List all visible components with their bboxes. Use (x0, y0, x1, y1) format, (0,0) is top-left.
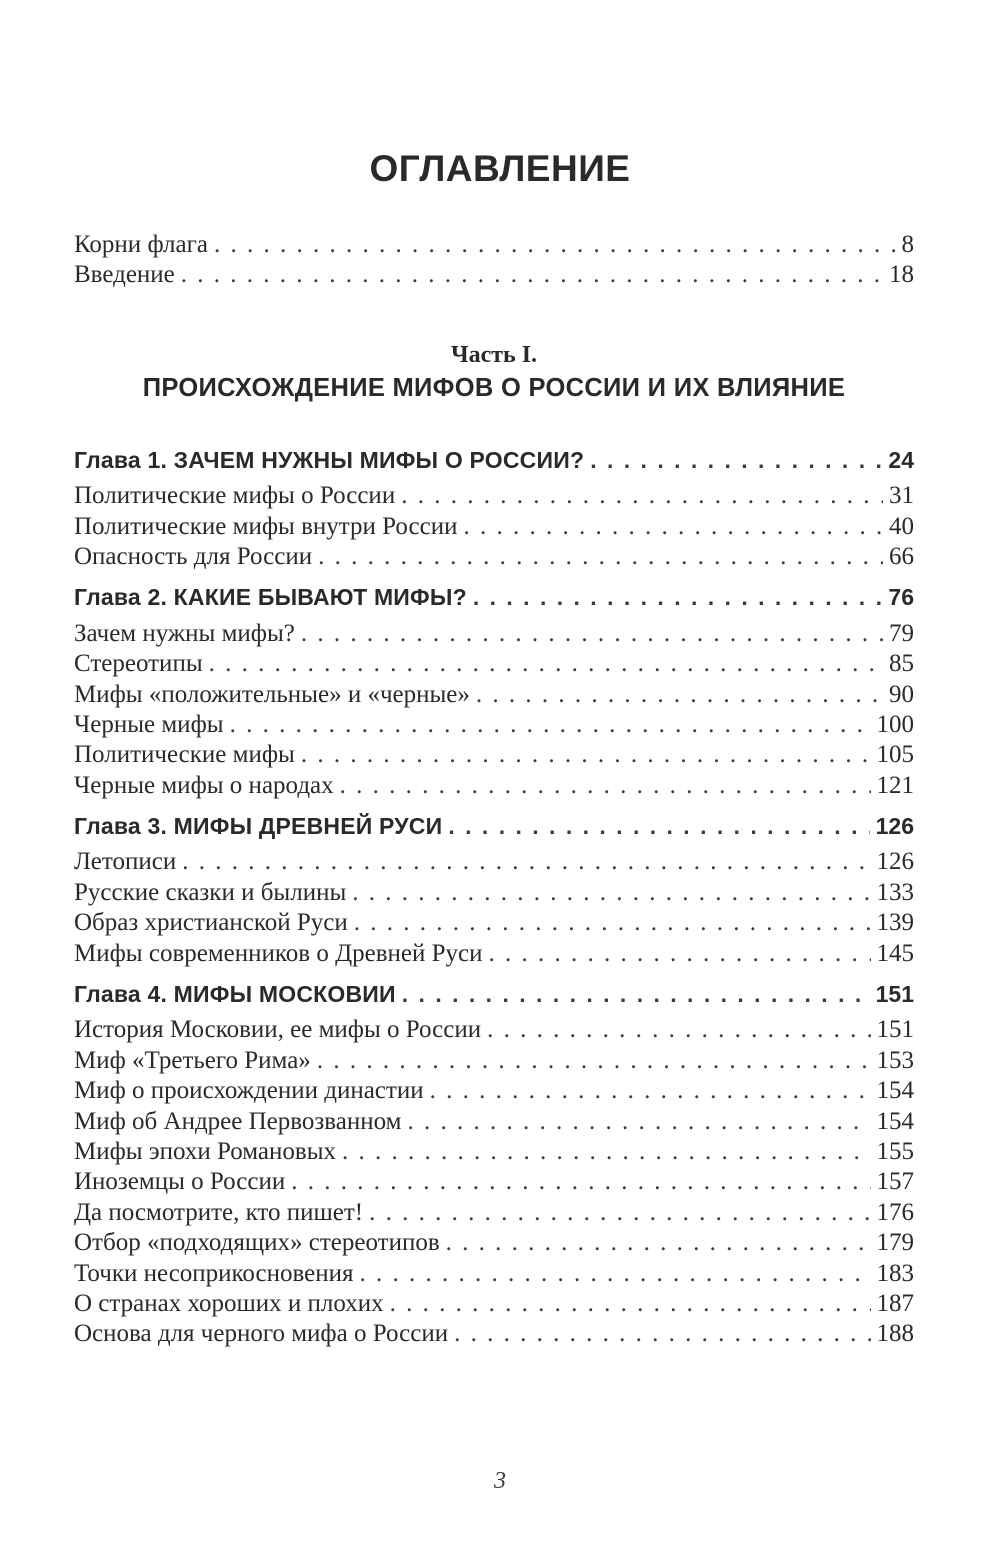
leader-dots (402, 979, 870, 1009)
toc-entry-title: Зачем нужны мифы? (74, 619, 295, 647)
toc-entry (74, 1259, 914, 1289)
spacer (74, 572, 914, 582)
leader-dots (407, 1107, 870, 1137)
toc-entry-page: 139 (876, 909, 914, 937)
leader-dots (182, 847, 870, 877)
toc-entry-title: Глава 3. МИФЫ ДРЕВНЕЙ РУСИ (74, 813, 443, 840)
toc-entry-title: Мифы современников о Древней Руси (74, 939, 483, 967)
leader-dots (430, 1076, 871, 1106)
leader-dots (291, 1167, 870, 1197)
chapter-heading (74, 582, 914, 612)
leader-dots (301, 619, 883, 649)
toc-entry-page: 179 (876, 1229, 914, 1257)
toc-entry-title: Глава 2. КАКИЕ БЫВАЮТ МИФЫ? (74, 584, 467, 611)
leader-dots (446, 1228, 871, 1258)
toc-entry (74, 649, 914, 679)
toc-entry-page: 183 (876, 1259, 914, 1287)
toc-entry (74, 1289, 914, 1319)
toc-entry-page: 176 (876, 1198, 914, 1226)
toc-entry (74, 1319, 914, 1349)
toc-entry-title: Образ христианской Руси (74, 909, 348, 937)
leader-dots (342, 1137, 871, 1167)
toc-entry (74, 847, 914, 877)
part-title: ПРОИСХОЖДЕНИЕ МИФОВ О РОССИИ И ИХ ВЛИЯНИЕ (142, 373, 846, 402)
toc-entry-title: Политические мифы (74, 741, 295, 769)
toc-entry-title: Черные мифы о народах (74, 771, 334, 799)
toc-entry (74, 1167, 914, 1197)
leader-dots (401, 481, 883, 511)
toc-entry (74, 771, 914, 801)
toc-entry-title: Опасность для России (74, 542, 313, 570)
toc-entry (74, 710, 914, 740)
toc-entry-title: Политические мифы внутри России (74, 512, 458, 540)
leader-dots (352, 878, 870, 908)
leader-dots (340, 771, 871, 801)
toc-entry-title: О странах хороших и плохих (74, 1289, 384, 1317)
toc-entry-page: 8 (901, 231, 914, 258)
toc-entry-page: 187 (876, 1289, 914, 1317)
toc-entry (74, 1015, 914, 1045)
toc-entry-page: 126 (876, 848, 914, 876)
toc-entry (74, 740, 914, 770)
toc-entry-page: 133 (876, 878, 914, 906)
toc-entry-page: 151 (875, 981, 914, 1008)
toc-entry-title: Мифы «положительные» и «черные» (74, 680, 470, 708)
chapter-list (74, 445, 914, 1350)
toc-entry-page: 188 (876, 1320, 914, 1348)
leader-dots (448, 811, 869, 841)
part-heading (74, 339, 914, 405)
toc-entry-title: Миф «Третьего Рима» (74, 1046, 311, 1074)
toc-entry-page: 18 (889, 261, 914, 289)
leader-dots (463, 512, 883, 542)
chapter-heading (74, 445, 914, 475)
toc-entry-page: 105 (876, 741, 914, 769)
toc-entry-page: 155 (876, 1137, 914, 1165)
toc-entry-title: Стереотипы (74, 650, 203, 678)
toc-entry-page: 121 (876, 771, 914, 799)
toc-entry (74, 1228, 914, 1258)
toc-entry (74, 619, 914, 649)
toc-entry (74, 908, 914, 938)
leader-dots (360, 1259, 871, 1289)
toc-entry-page: 145 (876, 939, 914, 967)
toc-entry-title: Черные мифы (74, 710, 224, 738)
toc-entry (74, 1107, 914, 1137)
toc-entry-title: Иноземцы о России (74, 1168, 286, 1196)
toc-entry-title: Основа для черного мифа о России (74, 1320, 449, 1348)
toc-entry-page: 154 (876, 1107, 914, 1135)
toc-entry-page: 79 (889, 619, 914, 647)
page-title: ОГЛАВЛЕНИЕ (369, 148, 631, 189)
toc-entry-page: 85 (889, 650, 914, 678)
toc-entry-page: 76 (888, 584, 914, 611)
toc-entry-page: 90 (889, 680, 914, 708)
leader-dots (454, 1319, 870, 1349)
toc-entry (74, 542, 914, 572)
toc-entry-title: Точки несоприкосновения (74, 1259, 354, 1287)
leader-dots (476, 680, 883, 710)
toc-entry-title: Политические мифы о России (74, 482, 396, 510)
part-label: Часть I. (450, 341, 538, 368)
leader-dots (590, 445, 882, 475)
toc-entry-page: 24 (888, 446, 914, 473)
toc-entry-page: 126 (875, 813, 914, 840)
leader-dots (354, 908, 871, 938)
page-number: 3 (494, 1468, 506, 1494)
toc-entry-title: Корни флага (74, 231, 208, 258)
leader-dots (181, 260, 883, 290)
toc-entry (74, 1046, 914, 1076)
toc-entry (74, 1137, 914, 1167)
chapter-heading (74, 811, 914, 841)
toc-entry-page: 157 (876, 1168, 914, 1196)
toc-entry-title: Глава 4. МИФЫ МОСКОВИИ (74, 981, 396, 1008)
leader-dots (487, 1015, 870, 1045)
leader-dots (369, 1198, 870, 1228)
toc-entry-page: 31 (889, 482, 914, 510)
leader-dots (301, 740, 871, 770)
leader-dots (473, 582, 883, 612)
toc-entry (74, 1198, 914, 1228)
leader-dots (318, 542, 883, 572)
spacer (74, 801, 914, 811)
table-of-contents (74, 230, 914, 1350)
toc-entry (74, 939, 914, 969)
toc-entry (74, 481, 914, 511)
chapter-heading (74, 979, 914, 1009)
toc-entry-roots (74, 230, 914, 260)
toc-entry-page: 153 (876, 1046, 914, 1074)
toc-entry (74, 878, 914, 908)
toc-entry-page: 100 (876, 710, 914, 738)
toc-entry-introduction (74, 260, 914, 290)
toc-entry-page: 66 (889, 542, 914, 570)
toc-entry (74, 1076, 914, 1106)
toc-entry-page: 40 (889, 512, 914, 540)
spacer (74, 969, 914, 979)
toc-entry-title: История Московии, ее мифы о России (74, 1016, 482, 1044)
toc-entry-title: Летописи (74, 848, 177, 876)
toc-entry-title: Миф о происхождении династии (74, 1077, 424, 1105)
toc-entry (74, 680, 914, 710)
toc-entry-title: Мифы эпохи Романовых (74, 1137, 336, 1165)
toc-entry-page: 154 (876, 1077, 914, 1105)
toc-entry-title: Глава 1. ЗАЧЕМ НУЖНЫ МИФЫ О РОССИИ? (74, 446, 585, 473)
leader-dots (209, 649, 883, 679)
leader-dots (317, 1046, 871, 1076)
toc-entry-title: Отбор «подходящих» стереотипов (74, 1229, 440, 1257)
leader-dots (489, 939, 871, 969)
leader-dots (230, 710, 871, 740)
toc-entry-page: 151 (876, 1016, 914, 1044)
leader-dots (214, 230, 896, 260)
toc-entry-title: Введение (74, 261, 175, 289)
toc-entry-title: Миф об Андрее Первозванном (74, 1107, 402, 1135)
toc-entry-title: Русские сказки и былины (74, 878, 347, 906)
leader-dots (390, 1289, 871, 1319)
toc-entry-title: Да посмотрите, кто пишет! (74, 1198, 364, 1226)
toc-entry (74, 512, 914, 542)
